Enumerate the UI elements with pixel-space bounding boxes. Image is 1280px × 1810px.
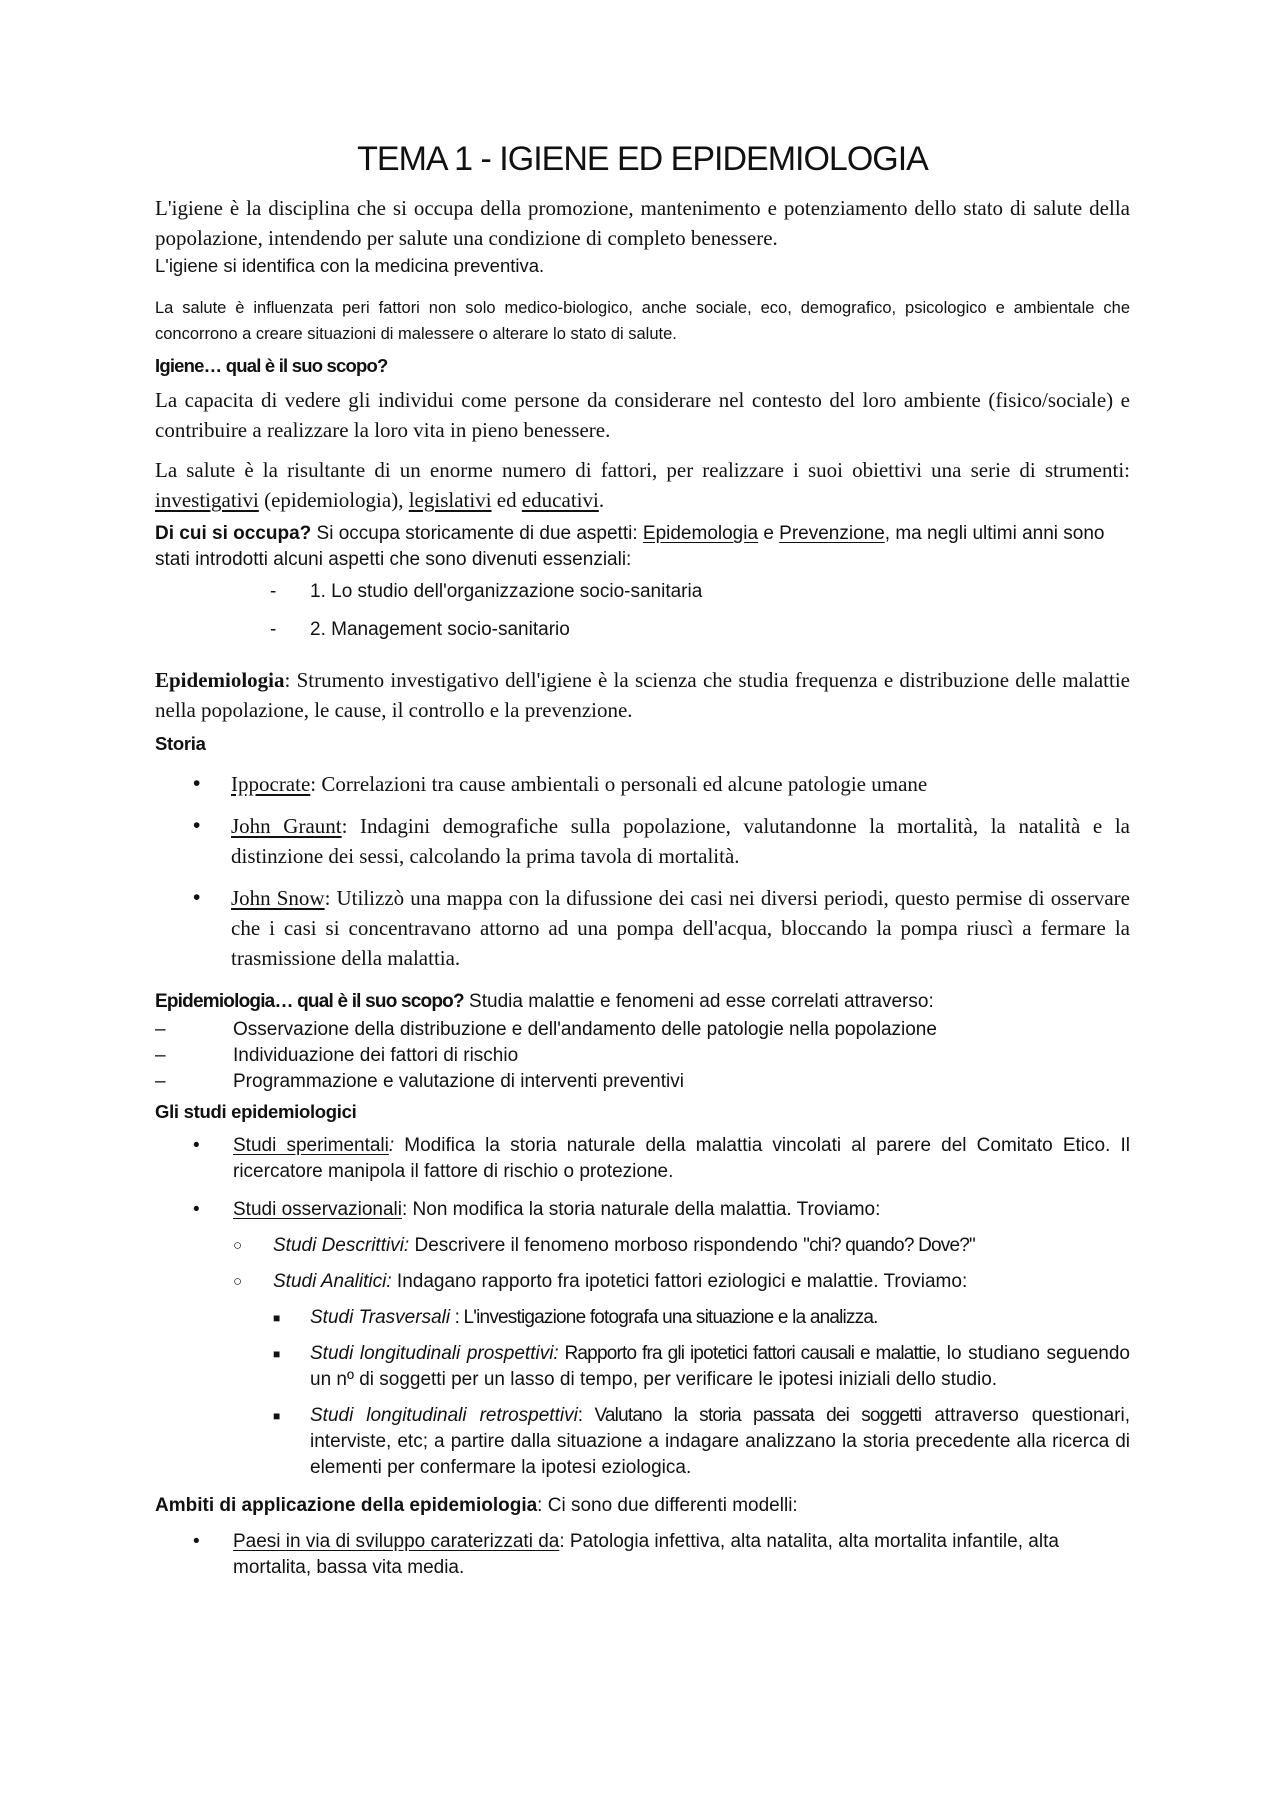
epi-scopo-paragraph (155, 989, 1130, 1015)
list-item (270, 617, 1130, 643)
retrospettivi-text: attraverso questionari, interviste, etc; a partire dalla situazione a indagare analizzano la storia precedente alla ricerca di elementi per confermare la ipotesi eziologica. (310, 1405, 1130, 1478)
trasversali-text: : L'investigazione fotografa una situazione e la analizza. (450, 1307, 878, 1328)
epi-scopo-text: Studia malattie e fenomeni ad esse correlati attraverso: (463, 991, 934, 1012)
scopo-text-c: ed (491, 488, 522, 512)
list-item (155, 1017, 1130, 1043)
sperimentali-text: Modifica la storia naturale della malattia vincolati al parere del Comitato Etico. Il ricercatore manipola il fattore di rischio o protezione. (233, 1135, 1130, 1182)
epidemiologia-label: Epidemiologia (155, 668, 285, 692)
legislativi-term: legislativi (408, 488, 492, 512)
list-item-text: Programmazione e valutazione di interventi preventivi (233, 1071, 684, 1092)
bullet-dot: • (193, 1199, 200, 1220)
list-item (233, 1269, 1130, 1295)
epidemiologia-paragraph (155, 665, 1130, 725)
list-item (193, 811, 1130, 871)
ambiti-text: : Ci sono due differenti modelli: (537, 1495, 798, 1516)
square-bullet: ■ (273, 1311, 281, 1325)
descrittivi-name: Studi Descrittivi: (273, 1235, 410, 1256)
list-item (193, 883, 1130, 973)
bullet-dot: • (193, 1531, 200, 1552)
di-cui-text-c: , ma negli ultimi anni sono stati introdotti alcuni aspetti che sono divenuti essenziali: (155, 523, 1105, 570)
epi-scopo-label: Epidemiologia… qual è il suo scopo? (155, 991, 464, 1012)
intro-paragraph (155, 193, 1130, 279)
list-item (155, 1069, 1130, 1095)
graunt-text: : Indagini demografiche sulla popolazione, valutandonne la mortalità, la natalità e la distinzione dei sessi, calcolando la prima tavola di mortalità. (231, 814, 1130, 868)
bullet-dot: • (193, 772, 201, 795)
list-item (273, 1305, 1130, 1331)
ambiti-label: Ambiti di applicazione della epidemiologia (155, 1495, 538, 1516)
studi-heading: Gli studi epidemiologici (155, 1101, 357, 1122)
prospettivi-text: lo studiano seguendo un nº di soggetti per un lasso di tempo, per verificare le ipotesi iniziali dello studio. (310, 1343, 1130, 1390)
epidemologia-term: Epidemologia (642, 523, 759, 544)
di-cui-text-a: Si occupa storicamente di due aspetti: (311, 523, 643, 544)
storia-list (193, 769, 1130, 973)
scopo-text-d: . (598, 488, 605, 512)
descrittivi-text: Descrivere il fenomeno morboso rispondendo (409, 1235, 804, 1256)
educativi-term: educativi (521, 488, 599, 512)
scopo-paragraph-1: La capacita di vedere gli individui come persone da considerare nel contesto del loro ambiente (fisico/sociale) e contribuire a realizzare la loro vita in pieno benessere. (155, 388, 1130, 442)
descrittivi-quote: "chi? quando? Dove?" (803, 1235, 975, 1256)
paesi-name: Paesi in via di sviluppo caraterizzati da (233, 1531, 560, 1552)
list-item (193, 1529, 1130, 1581)
ambiti-list (193, 1529, 1130, 1581)
bullet-dot: • (193, 1135, 200, 1156)
ippocrate-text: : Correlazioni tra cause ambientali o personali ed alcune patologie umane (310, 772, 928, 796)
analitici-name: Studi Analitici: (273, 1271, 392, 1292)
document-page (155, 140, 1130, 1581)
scopo-heading: Igiene… qual è il suo scopo? (155, 355, 388, 376)
ambiti-paragraph (155, 1493, 1130, 1519)
dash-bullet: - (270, 581, 277, 602)
dash-bullet: – (155, 1071, 166, 1092)
investigativi-term: investigativi (155, 488, 259, 512)
epidemiologia-text: : Strumento investigativo dell'igiene è la scienza che studia frequenza e distribuzione delle malattie nella popolazione, le cause, il controllo e la prevenzione. (155, 668, 1130, 722)
paesi-text: : Patologia infettiva, alta natalita, alta mortalita infantile, alta mortalita, bassa vita media. (233, 1531, 1059, 1578)
salute-paragraph: La salute è influenzata peri fattori non solo medico-biologico, anche sociale, eco, demografico, psicologico e ambientale che concorrono a creare situazioni di malessere o alterare lo stato di salute. (155, 299, 1130, 343)
square-bullet: ■ (273, 1409, 281, 1423)
circle-bullet: ○ (233, 1237, 243, 1254)
list-item (193, 769, 1130, 799)
page-title: TEMA 1 - IGIENE ED EPIDEMIOLOGIA (357, 140, 928, 178)
intro-sans-text: L'igiene si identifica con la medicina preventiva. (155, 255, 545, 276)
list-item (193, 1197, 1130, 1223)
list-item (270, 579, 1130, 605)
graunt-name: John Graunt (231, 814, 342, 838)
dash-bullet: – (155, 1045, 166, 1066)
epi-scopo-list (155, 1017, 1130, 1095)
intro-serif-text: L'igiene è la disciplina che si occupa della promozione, mantenimento e potenziamento dello stato di salute della popolazione, intendendo per salute una condizione di completo benessere. (155, 196, 1130, 250)
analitici-text: Indagano rapporto fra ipotetici fattori eziologici e malattie. Troviamo: (391, 1271, 968, 1292)
list-item (233, 1233, 1130, 1259)
list-item-text: 2. Management socio-sanitario (310, 619, 570, 640)
bullet-dot: • (193, 886, 201, 909)
scopo-paragraph-2 (155, 455, 1130, 515)
square-bullet: ■ (273, 1347, 281, 1361)
di-cui-paragraph (155, 521, 1130, 573)
list-item (155, 1043, 1130, 1069)
scopo-text-b: (epidemiologia), (258, 488, 409, 512)
list-item-text: Osservazione della distribuzione e dell'andamento delle patologie nella popolazione (233, 1019, 937, 1040)
retrospettivi-text-cond: : Valutano la storia passata dei soggetti (577, 1405, 922, 1426)
circle-bullet: ○ (233, 1273, 243, 1290)
analitici-sublist (273, 1305, 1130, 1481)
ippocrate-name: Ippocrate (231, 772, 311, 796)
studi-list (193, 1133, 1130, 1223)
list-item (193, 1133, 1130, 1185)
list-item-text: Individuazione dei fattori di rischio (233, 1045, 519, 1066)
di-cui-list (270, 579, 1130, 643)
snow-name: John Snow (231, 886, 325, 910)
prospettivi-text-cond: Rapporto fra gli ipotetici fattori causali e malattie, (558, 1343, 941, 1364)
prevenzione-term: Prevenzione (779, 523, 885, 544)
bullet-dot: • (193, 814, 201, 837)
sperimentali-colon: : (388, 1135, 395, 1156)
list-item-text: 1. Lo studio dell'organizzazione socio-sanitaria (310, 581, 703, 602)
prospettivi-name: Studi longitudinali prospettivi: (310, 1343, 559, 1364)
di-cui-text-b: e (758, 523, 780, 544)
retrospettivi-name: Studi longitudinali retrospettivi (310, 1405, 578, 1426)
list-item (273, 1403, 1130, 1481)
di-cui-label: Di cui si occupa? (155, 523, 312, 544)
dash-bullet: – (155, 1019, 166, 1040)
sperimentali-name: Studi sperimentali (233, 1135, 389, 1156)
scopo-text-a: La salute è la risultante di un enorme numero di fattori, per realizzare i suoi obiettivi una serie di strumenti: (155, 458, 1130, 482)
list-item (273, 1341, 1130, 1393)
storia-heading: Storia (155, 733, 206, 754)
trasversali-name: Studi Trasversali (310, 1307, 451, 1328)
osservazionali-text: : Non modifica la storia naturale della malattia. Troviamo: (401, 1199, 881, 1220)
dash-bullet: - (270, 619, 277, 640)
osservazionali-sublist (233, 1233, 1130, 1295)
osservazionali-name: Studi osservazionali (233, 1199, 402, 1220)
snow-text: : Utilizzò una mappa con la difussione dei casi nei diversi periodi, questo permise di osservare che i casi si concentravano attorno ad una pompa dell'acqua, bloccando la pompa riuscì a fermare la trasmissione della malattia. (231, 886, 1130, 970)
